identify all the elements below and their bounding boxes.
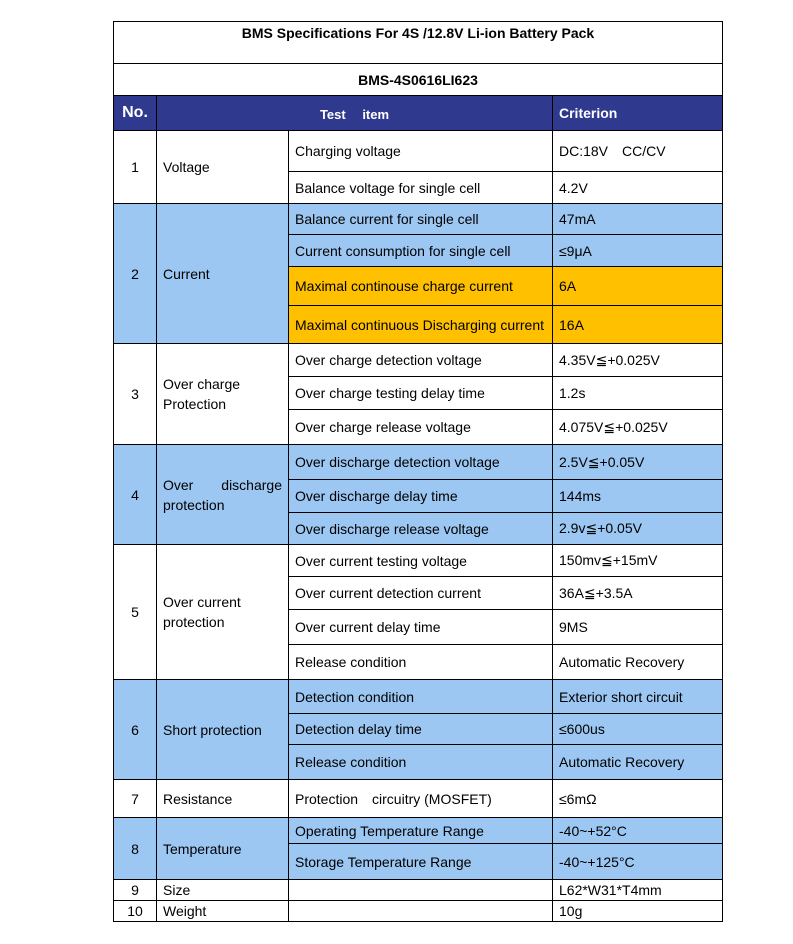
row-category: Current	[157, 204, 289, 344]
row-item: Maximal continouse charge current	[289, 267, 553, 306]
table-row	[114, 204, 723, 235]
table-row	[114, 901, 723, 922]
row-item: Operating Temperature Range	[289, 818, 553, 844]
row-number: 5	[114, 545, 157, 680]
row-item: Over current delay time	[289, 610, 553, 645]
row-item: Maximal continuous Discharging current	[289, 306, 553, 344]
table-title: BMS Specifications For 4S /12.8V Li-ion Battery Pack	[114, 22, 723, 64]
row-category: Voltage	[157, 131, 289, 204]
row-item: Over current detection current	[289, 577, 553, 610]
row-value: L62*W31*T4mm	[553, 880, 723, 901]
row-category: Over current protection	[157, 545, 289, 680]
row-value: 2.5V≦+0.05V	[553, 445, 723, 480]
header-criterion: Criterion	[553, 96, 723, 131]
row-item: Detection delay time	[289, 714, 553, 745]
row-item: Storage Temperature Range	[289, 844, 553, 880]
table-row	[114, 818, 723, 844]
row-category: Resistance	[157, 780, 289, 818]
row-value: 4.075V≦+0.025V	[553, 410, 723, 445]
model-number: BMS-4S0616LI623	[114, 64, 723, 96]
row-value: 2.9v≦+0.05V	[553, 513, 723, 545]
table-row	[114, 680, 723, 714]
row-number: 1	[114, 131, 157, 204]
row-value: -40~+125°C	[553, 844, 723, 880]
row-value: 47mA	[553, 204, 723, 235]
row-number: 7	[114, 780, 157, 818]
row-value: 150mv≦+15mV	[553, 545, 723, 577]
row-item: Current consumption for single cell	[289, 235, 553, 267]
row-item: Protection circuitry (MOSFET)	[289, 780, 553, 818]
table-row	[114, 880, 723, 901]
row-number: 8	[114, 818, 157, 880]
row-item: Over charge release voltage	[289, 410, 553, 445]
table-row	[114, 131, 723, 172]
row-value: Exterior short circuit	[553, 680, 723, 714]
row-number: 2	[114, 204, 157, 344]
row-number: 3	[114, 344, 157, 445]
table-row	[114, 445, 723, 480]
row-value: 9MS	[553, 610, 723, 645]
row-number: 9	[114, 880, 157, 901]
row-item: Balance voltage for single cell	[289, 172, 553, 204]
row-item: Over charge testing delay time	[289, 377, 553, 410]
table-row	[114, 344, 723, 377]
row-category: Short protection	[157, 680, 289, 780]
row-value: ≤600us	[553, 714, 723, 745]
row-value: 10g	[553, 901, 723, 922]
row-category: Size	[157, 880, 289, 901]
header-no: No.	[114, 96, 157, 131]
row-item: Balance current for single cell	[289, 204, 553, 235]
row-item: Over current testing voltage	[289, 545, 553, 577]
row-value: Automatic Recovery	[553, 745, 723, 780]
row-value: ≤9μA	[553, 235, 723, 267]
row-value: 4.35V≦+0.025V	[553, 344, 723, 377]
table-row	[114, 780, 723, 818]
row-value: 6A	[553, 267, 723, 306]
row-item: Over discharge detection voltage	[289, 445, 553, 480]
row-value: 4.2V	[553, 172, 723, 204]
row-item: Over discharge release voltage	[289, 513, 553, 545]
row-item: Over discharge delay time	[289, 480, 553, 513]
row-item: Over charge detection voltage	[289, 344, 553, 377]
row-category: Over charge Protection	[157, 344, 289, 445]
row-number: 4	[114, 445, 157, 545]
row-category: Temperature	[157, 818, 289, 880]
row-item: Charging voltage	[289, 131, 553, 172]
bms-spec-table	[113, 21, 723, 922]
row-value: Automatic Recovery	[553, 645, 723, 680]
row-value: 16A	[553, 306, 723, 344]
table-row	[114, 545, 723, 577]
row-item	[289, 901, 553, 922]
row-category: Over discharge protection	[157, 445, 289, 545]
row-value: 36A≦+3.5A	[553, 577, 723, 610]
row-value: DC:18V CC/CV	[553, 131, 723, 172]
row-value: -40~+52°C	[553, 818, 723, 844]
row-value: 144ms	[553, 480, 723, 513]
header-test-item: Test item	[157, 96, 553, 131]
row-value: 1.2s	[553, 377, 723, 410]
row-number: 6	[114, 680, 157, 780]
row-value: ≤6mΩ	[553, 780, 723, 818]
row-item	[289, 880, 553, 901]
row-number: 10	[114, 901, 157, 922]
row-item: Release condition	[289, 645, 553, 680]
row-item: Release condition	[289, 745, 553, 780]
row-category: Weight	[157, 901, 289, 922]
row-item: Detection condition	[289, 680, 553, 714]
